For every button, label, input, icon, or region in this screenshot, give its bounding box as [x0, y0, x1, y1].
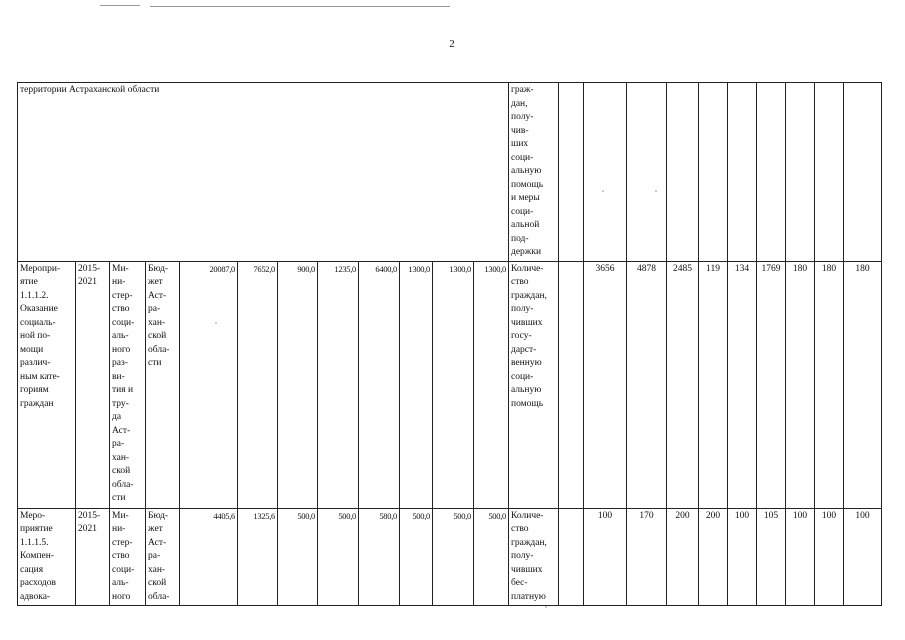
cell-period: 2015- 2021 — [76, 261, 110, 508]
cell-target-value: 200 — [667, 508, 699, 606]
cell-activity-name: Меропри- ятие 1.1.1.2. Оказание социаль- ной по- мощи различ- ным кате- гориям граждан — [18, 261, 76, 508]
cell-target-value: 100 — [786, 508, 815, 606]
cell-empty — [699, 83, 728, 262]
cell-empty — [627, 83, 667, 262]
cell-empty — [667, 83, 699, 262]
cell-executor: Ми- ни- стер- ство соци- аль- ного раз- ви- тия и тру- да Аст- ра- хан- ской обла- сти — [110, 261, 146, 508]
cell-finance-2016: 900,0 — [278, 261, 318, 508]
cell-target-value: 100 — [584, 508, 627, 606]
cell-finance-2017: 500,0 — [318, 508, 359, 606]
cell-target-value: 3656 — [584, 261, 627, 508]
cell-finance-2018: 580,0 — [359, 508, 400, 606]
cell-empty — [559, 261, 584, 508]
page-number: 2 — [449, 38, 455, 50]
cell-target-value: 105 — [757, 508, 786, 606]
cell-target-value: 180 — [815, 261, 844, 508]
cell-empty — [559, 83, 584, 262]
cell-finance-2018: 6400,0 — [359, 261, 400, 508]
cell-target-value: 1769 — [757, 261, 786, 508]
cell-empty — [584, 83, 627, 262]
cell-finance-2019: 1300,0 — [400, 261, 433, 508]
cell-target-value: 100 — [815, 508, 844, 606]
cell-finance-2020: 1300,0 — [433, 261, 474, 508]
cell-target-value: 100 — [844, 508, 882, 606]
cell-indicator: Количе- ство граждан, полу- чивших госу- дарст- венную соци- альную помощь — [509, 261, 559, 508]
cell-funding-source: Бюд- жет Аст- ра- хан- ской обла- сти — [146, 261, 180, 508]
cell-empty — [844, 83, 882, 262]
scan-speck — [655, 190, 657, 192]
cell-finance-2015: 1325,6 — [238, 508, 278, 606]
cell-finance-total: 4405,6 — [180, 508, 238, 606]
cell-finance-2019: 500,0 — [400, 508, 433, 606]
scan-speck — [215, 322, 217, 324]
cell-executor: Ми- ни- стер- ство соци- аль- ного — [110, 508, 146, 606]
cell-finance-2016: 500,0 — [278, 508, 318, 606]
cell-finance-total: 20087,0 — [180, 261, 238, 508]
cell-finance-2021: 1300,0 — [474, 261, 509, 508]
cell-target-value: 180 — [786, 261, 815, 508]
cell-period: 2015- 2021 — [76, 508, 110, 606]
cell-target-value: 180 — [844, 261, 882, 508]
scan-artifact-line — [150, 6, 450, 7]
cell-target-value: 4878 — [627, 261, 667, 508]
cell-indicator: Количе- ство граждан, полу- чивших бес- платную — [509, 508, 559, 606]
cell-finance-2020: 500,0 — [433, 508, 474, 606]
cell-territory-text: территории Астраханской области — [18, 83, 509, 262]
scan-speck — [602, 190, 604, 192]
scan-artifact-line — [100, 5, 140, 6]
program-activities-table — [17, 82, 882, 606]
scan-speck — [545, 606, 547, 608]
cell-target-value: 170 — [627, 508, 667, 606]
cell-empty — [786, 83, 815, 262]
cell-activity-name: Меро- приятие 1.1.1.5. Компен- сация расходов адвока- — [18, 508, 76, 606]
cell-finance-2015: 7652,0 — [238, 261, 278, 508]
table-row-continuation — [18, 83, 882, 262]
cell-target-value: 200 — [699, 508, 728, 606]
cell-empty — [728, 83, 757, 262]
cell-funding-source: Бюд- жет Аст- ра- хан- ской обла- — [146, 508, 180, 606]
cell-empty — [815, 83, 844, 262]
cell-target-value: 100 — [728, 508, 757, 606]
cell-empty — [559, 508, 584, 606]
cell-finance-2017: 1235,0 — [318, 261, 359, 508]
table-row — [18, 261, 882, 508]
cell-target-value: 119 — [699, 261, 728, 508]
cell-target-value: 2485 — [667, 261, 699, 508]
cell-indicator: граж- дан, полу- чив- ших соци- альную помощь и меры соци- альной под- держки — [509, 83, 559, 262]
cell-empty — [757, 83, 786, 262]
cell-finance-2021: 500,0 — [474, 508, 509, 606]
table-row — [18, 508, 882, 606]
cell-target-value: 134 — [728, 261, 757, 508]
